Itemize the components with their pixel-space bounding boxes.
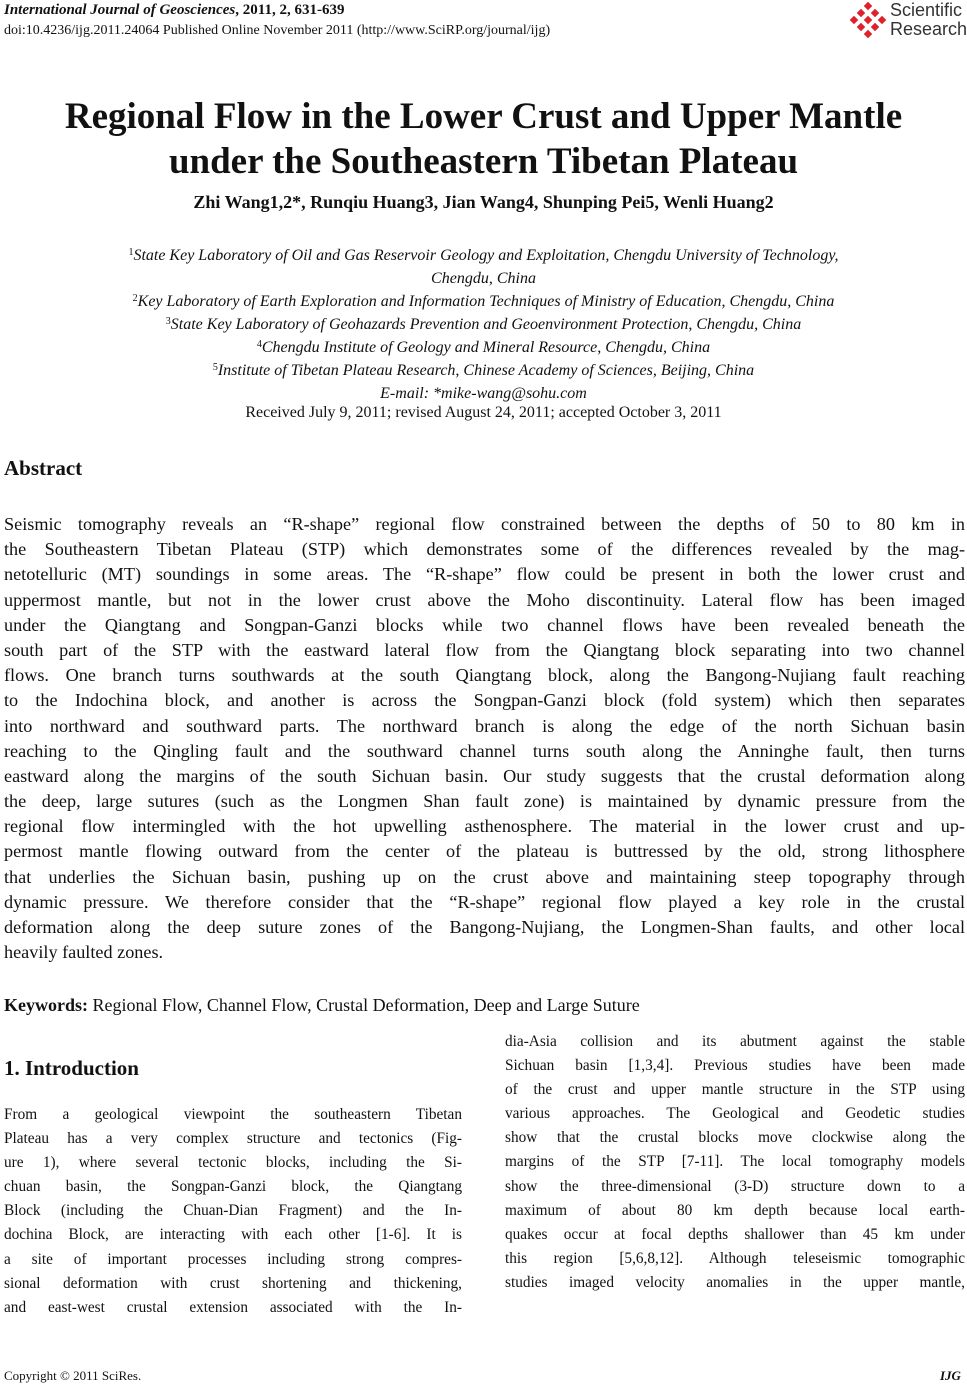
publisher-logo: [848, 0, 967, 44]
affiliation-number: 4: [256, 339, 262, 350]
abstract-line: under the Qiangtang and Songpan-Ganzi blocks while two channel flows have been revealed beneath the: [4, 614, 965, 635]
logo-text: [890, 1, 967, 39]
abstract-line: Seismic tomography reveals an “R-shape” regional flow constrained between the depths of 50 to 80 km in: [4, 514, 965, 534]
body-text-line: show the three-dimensional (3-D) structure down to a: [505, 1177, 965, 1195]
affiliation-line: [20, 267, 947, 290]
body-text-line: dia-Asia collision and its abutment against the stable: [505, 1033, 965, 1050]
body-text-line: Block (including the Chuan-Dian Fragment) and the In-: [4, 1202, 462, 1220]
title-line-1: Regional Flow in the Lower Crust and Upper Mantle: [64, 96, 903, 137]
body-text-line: various approaches. The Geological and Geodetic studies: [505, 1105, 965, 1123]
abstract-line: deformation along the deep suture zones of the Bangong-Nujiang, the Longmen-Shan faults, and other local: [4, 917, 965, 937]
footer-journal-abbrev: IJG: [940, 1368, 961, 1383]
logo-line1: Scientific: [890, 0, 963, 20]
title-line-2: under the Southeastern Tibetan Plateau: [168, 141, 799, 182]
abstract-line: dynamic pressure. We therefore consider that the “R-shape” regional flow played a key role in the crustal: [4, 891, 965, 912]
abstract-line: regional flow intermingled with the hot upwelling asthenosphere. The material in the lower crust and up-: [4, 816, 965, 837]
body-text-line: of the crust and upper mantle structure in the STP using: [505, 1081, 965, 1099]
keywords-label: Keywords:: [4, 995, 88, 1015]
affiliation-line: [20, 313, 947, 336]
keywords: [4, 995, 640, 1016]
abstract-line: the Southeastern Tibetan Plateau (STP) which demonstrates some of the differences revealed by the mag-: [4, 539, 965, 560]
footer-copyright: Copyright © 2011 SciRes.: [4, 1368, 142, 1383]
keywords-text: Regional Flow, Channel Flow, Crustal Deformation, Deep and Large Suture: [88, 995, 640, 1015]
affiliation-number: 5: [212, 362, 218, 373]
journal-volume: , 2011, 2, 631-639: [235, 2, 345, 18]
abstract-line: uppermost mantle, but not in the lower crust above the Moho discontinuity. Lateral flow has been imaged: [4, 589, 965, 610]
abstract-line: that underlies the Sichuan basin, pushing up on the crust above and maintaining steep topography through: [4, 866, 965, 887]
abstract-line: permost mantle flowing outward from the center of the plateau is buttressed by the old, strong lithosphere: [4, 841, 965, 862]
abstract-line: flows. One branch turns southwards at the south Qiangtang block, along the Bangong-Nujiang fault reaching: [4, 665, 965, 686]
right-column-text: [505, 1030, 965, 1295]
affiliation-text: State Key Laboratory of Oil and Gas Reservoir Geology and Exploitation, Chengdu University of Technology,: [133, 247, 839, 264]
body-text-line: show that the crustal blocks move clockwise along the: [505, 1129, 965, 1147]
body-text-line: chuan basin, the Songpan-Ganzi block, the Qiangtang: [4, 1178, 462, 1196]
abstract-line: reaching to the Qingling fault and the southward channel turns south along the Anninghe fault, then turns: [4, 740, 965, 761]
affiliation-number: 2: [132, 293, 138, 304]
body-text-line: maximum of about 80 km depth because local earth-: [505, 1201, 965, 1219]
affiliation-text: E-mail: *mike-wang@sohu.com: [380, 385, 587, 402]
abstract-line: south part of the STP with the eastward lateral flow from the Qiangtang block separating into two channel: [4, 639, 965, 660]
affiliation-text: State Key Laboratory of Geohazards Prevention and Geoenvironment Protection, Chengdu, China: [170, 316, 802, 333]
affiliation-line: [20, 336, 947, 359]
affiliation-text: Chengdu, China: [431, 270, 536, 287]
body-text-line: ure 1), where several tectonic blocks, including the Si-: [4, 1154, 462, 1172]
body-text-line: sional deformation with crust shortening and thickening,: [4, 1274, 462, 1292]
received-dates: Received July 9, 2011; revised August 24, 2011; accepted October 3, 2011: [245, 404, 722, 421]
affiliation-text: Institute of Tibetan Plateau Research, Chinese Academy of Sciences, Beijing, China: [217, 362, 755, 379]
body-text-line: a site of important processes including strong compres-: [4, 1250, 462, 1268]
section-heading-introduction: 1. Introduction: [4, 1056, 139, 1080]
affiliation-text: Key Laboratory of Earth Exploration and Information Techniques of Ministry of Education, Chengdu, China: [137, 293, 835, 310]
affiliation-line: [20, 359, 947, 382]
affiliation-line: [20, 382, 947, 405]
body-text-line: Plateau has a very complex structure and tectonics (Fig-: [4, 1130, 462, 1148]
author-list: [0, 192, 967, 213]
body-text-line: this region [5,6,8,12]. Although teleseismic tomographic: [505, 1249, 965, 1267]
body-text-line: From a geological viewpoint the southeastern Tibetan: [4, 1106, 462, 1123]
abstract-line: into northward and southward parts. The northward branch is along the edge of the north Sichuan basin: [4, 715, 965, 736]
affiliation-line: [20, 290, 947, 313]
body-text-line: Sichuan basin [1,3,4]. Previous studies have been made: [505, 1057, 965, 1075]
abstract-heading: Abstract: [4, 456, 83, 480]
authors-text: Zhi Wang1,2*, Runqiu Huang3, Jian Wang4, Shunping Pei5, Wenli Huang2: [193, 192, 774, 212]
doi-line: doi:10.4236/ijg.2011.24064 Published Online November 2011 (http://www.SciRP.org/journal/ijg): [4, 23, 551, 38]
affiliation-line: [20, 244, 947, 267]
body-text-line: and east-west crustal extension associated with the In-: [4, 1298, 462, 1316]
affiliation-text: Chengdu Institute of Geology and Mineral Resource, Chengdu, China: [261, 339, 711, 356]
body-text-line: dochina Block, are interacting with each other [1-6]. It is: [4, 1226, 462, 1244]
abstract-line: to the Indochina block, and another is across the Songpan-Ganzi block (fold system) which then separates: [4, 690, 965, 711]
abstract-line: netotelluric (MT) soundings in some areas. The “R-shape” flow could be present in both the lower crust and: [4, 564, 965, 585]
journal-header: [4, 2, 344, 19]
journal-name: International Journal of Geosciences: [4, 2, 236, 18]
body-text-line: studies imaged velocity anomalies in the upper mantle,: [505, 1273, 965, 1291]
left-column-text: [4, 1103, 462, 1320]
logo-line2: Research: [890, 19, 967, 39]
abstract-line: eastward along the margins of the south Sichuan basin. Our study suggests that the crustal deformation along: [4, 765, 965, 786]
paper-title: [0, 94, 967, 184]
affiliation-number: 3: [165, 316, 171, 327]
abstract-line: the deep, large sutures (such as the Longmen Shan fault zone) is maintained by dynamic pressure from the: [4, 791, 965, 812]
abstract-body: [4, 512, 965, 965]
abstract-line: heavily faulted zones.: [4, 942, 164, 963]
affiliation-number: 1: [128, 247, 134, 258]
logo-diamond-icon: [848, 2, 888, 42]
body-text-line: margins of the STP [7-11]. The local tomography models: [505, 1153, 965, 1171]
body-text-line: quakes occur at focal depths shallower than 45 km under: [505, 1225, 965, 1243]
